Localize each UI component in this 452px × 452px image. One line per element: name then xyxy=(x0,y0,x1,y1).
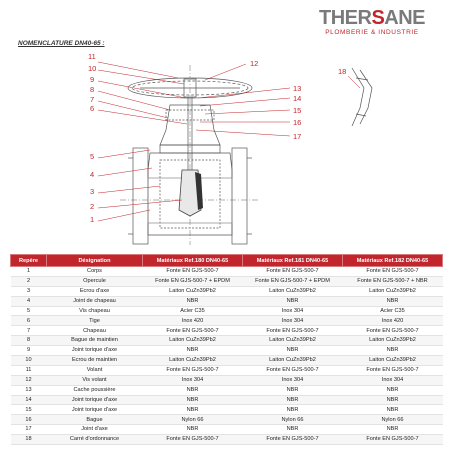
table-cell: NBR xyxy=(243,425,343,435)
table-cell: Fonte EN GJS-500-7 xyxy=(143,326,243,336)
table-cell: NBR xyxy=(343,296,443,306)
table-row xyxy=(11,435,443,445)
table-row xyxy=(11,316,443,326)
callout-18: 18 xyxy=(338,67,347,76)
table-cell: 8 xyxy=(11,336,47,346)
table-cell: 18 xyxy=(11,435,47,445)
table-cell: Laiton CuZn39Pb2 xyxy=(143,356,243,366)
table-row xyxy=(11,375,443,385)
table-cell: NBR xyxy=(143,385,243,395)
table-cell: NBR xyxy=(243,405,343,415)
table-cell: Corps xyxy=(47,267,143,277)
table-cell: NBR xyxy=(143,346,243,356)
table-cell: NBR xyxy=(243,385,343,395)
table-row xyxy=(11,276,443,286)
table-cell: 3 xyxy=(11,286,47,296)
callout-11: 11 xyxy=(88,52,96,61)
brand-wordmark: THERSANE xyxy=(318,7,426,29)
table-cell: Laiton CuZn39Pb2 xyxy=(343,336,443,346)
table-cell: NBR xyxy=(143,395,243,405)
table-cell: Fonte EN GJS-500-7 xyxy=(143,435,243,445)
callout-12: 12 xyxy=(250,59,259,68)
table-cell: Fonte EN GJS-500-7 + EPDM xyxy=(143,276,243,286)
table-cell: Nylon 66 xyxy=(243,415,343,425)
column-header: Matériaux Ref.180 DN40-65 xyxy=(143,255,243,267)
callout-16: 16 xyxy=(293,118,302,127)
table-cell: Fonte EN GJS-500-7 xyxy=(343,435,443,445)
table-cell: Joint d'axe xyxy=(47,425,143,435)
callout-5: 5 xyxy=(90,152,95,161)
table-cell: Bague de maintien xyxy=(47,336,143,346)
callout-1: 1 xyxy=(90,215,95,224)
table-header-row xyxy=(11,255,443,267)
table-cell: Joint torique d'axe xyxy=(47,346,143,356)
callout-7: 7 xyxy=(90,95,95,104)
table-cell: Fonte EN GJS-500-7 + EPDM xyxy=(243,276,343,286)
table-cell: Vis chapeau xyxy=(47,306,143,316)
table-cell: Laiton CuZn39Pb2 xyxy=(143,336,243,346)
table-cell: Bague xyxy=(47,415,143,425)
table-cell: Fonte EN GJS-500-7 xyxy=(343,326,443,336)
table-cell: 7 xyxy=(11,326,47,336)
table-cell: Joint torique d'axe xyxy=(47,405,143,415)
table-cell: Laiton CuZn39Pb2 xyxy=(343,286,443,296)
table-row xyxy=(11,385,443,395)
table-row xyxy=(11,425,443,435)
callout-6: 6 xyxy=(90,104,95,113)
section-title: NOMENCLATURE DN40-65 : xyxy=(18,40,105,47)
table-cell: Inox 420 xyxy=(343,316,443,326)
table-cell: NBR xyxy=(143,425,243,435)
table-cell: Carré d'ordonnance xyxy=(47,435,143,445)
table-cell: Fonte EN GJS-500-7 xyxy=(243,365,343,375)
column-header: Désignation xyxy=(47,255,143,267)
table-cell: Joint de chapeau xyxy=(47,296,143,306)
table-cell: NBR xyxy=(343,425,443,435)
table-cell: Laiton CuZn39Pb2 xyxy=(343,356,443,366)
table-cell: NBR xyxy=(143,296,243,306)
table-cell: NBR xyxy=(343,346,443,356)
table-cell: Fonte EN GJS-500-7 xyxy=(243,435,343,445)
table-row xyxy=(11,306,443,316)
table-cell: Laiton CuZn39Pb2 xyxy=(243,286,343,296)
column-header: Matériaux Ref.181 DN40-65 xyxy=(243,255,343,267)
nomenclature-table xyxy=(10,254,443,445)
callout-8: 8 xyxy=(90,85,95,94)
table-cell: 1 xyxy=(11,267,47,277)
brand-logo xyxy=(312,8,432,36)
table-cell: 10 xyxy=(11,356,47,366)
table-body xyxy=(11,267,443,445)
callout-17: 17 xyxy=(293,132,302,141)
table-cell: Fonte EN GJS-500-7 + NBR xyxy=(343,276,443,286)
table-cell: Fonte EN GJS-500-7 xyxy=(343,267,443,277)
table-cell: NBR xyxy=(243,296,343,306)
brand-tagline: PLOMBERIE & INDUSTRIE xyxy=(325,29,419,36)
table-cell: Vis volant xyxy=(47,375,143,385)
table-cell: NBR xyxy=(343,395,443,405)
table-cell: NBR xyxy=(343,385,443,395)
table-cell: 6 xyxy=(11,316,47,326)
table-row xyxy=(11,326,443,336)
table-cell: Tige xyxy=(47,316,143,326)
callout-9: 9 xyxy=(90,75,95,84)
table-cell: Inox 304 xyxy=(243,375,343,385)
table-row xyxy=(11,415,443,425)
table-cell: 2 xyxy=(11,276,47,286)
table-cell: Inox 304 xyxy=(243,306,343,316)
table-row xyxy=(11,296,443,306)
table-row xyxy=(11,395,443,405)
table-cell: 4 xyxy=(11,296,47,306)
table-cell: 11 xyxy=(11,365,47,375)
table-cell: Fonte EN GJS-500-7 xyxy=(143,267,243,277)
table-cell: Ecrou de maintien xyxy=(47,356,143,366)
table-cell: Inox 304 xyxy=(243,316,343,326)
table-cell: 16 xyxy=(11,415,47,425)
square-cap-detail-drawing xyxy=(330,58,410,138)
table-cell: Acier C35 xyxy=(343,306,443,316)
table-cell: Fonte EN GJS-500-7 xyxy=(243,267,343,277)
table-row xyxy=(11,356,443,366)
table-cell: NBR xyxy=(243,346,343,356)
table-cell: 15 xyxy=(11,405,47,415)
table-cell: Fonte EN GJS-500-7 xyxy=(143,365,243,375)
table-cell: Chapeau xyxy=(47,326,143,336)
callout-4: 4 xyxy=(90,170,95,179)
table-cell: Fonte EN GJS-500-7 xyxy=(343,365,443,375)
table-cell: Inox 420 xyxy=(143,316,243,326)
table-row xyxy=(11,336,443,346)
table-cell: 17 xyxy=(11,425,47,435)
table-cell: Nylon 66 xyxy=(343,415,443,425)
table-cell: Cache poussière xyxy=(47,385,143,395)
table-cell: NBR xyxy=(143,405,243,415)
valve-cross-section-drawing xyxy=(0,50,330,250)
table-cell: NBR xyxy=(243,395,343,405)
callout-3: 3 xyxy=(90,187,95,196)
table-cell: Ecrou d'axe xyxy=(47,286,143,296)
table-cell: NBR xyxy=(343,405,443,415)
callout-15: 15 xyxy=(293,106,302,115)
table-cell: Joint torique d'axe xyxy=(47,395,143,405)
table-cell: Inox 304 xyxy=(143,375,243,385)
table-cell: Acier C35 xyxy=(143,306,243,316)
table-cell: Nylon 66 xyxy=(143,415,243,425)
table-row xyxy=(11,346,443,356)
table-row xyxy=(11,267,443,277)
callout-14: 14 xyxy=(293,94,302,103)
table-row xyxy=(11,365,443,375)
table-row xyxy=(11,286,443,296)
callout-2: 2 xyxy=(90,202,95,211)
table-cell: Laiton CuZn39Pb2 xyxy=(243,356,343,366)
table-cell: 14 xyxy=(11,395,47,405)
callout-13: 13 xyxy=(293,84,302,93)
column-header: Repère xyxy=(11,255,47,267)
table-row xyxy=(11,405,443,415)
table-cell: Fonte EN GJS-500-7 xyxy=(243,326,343,336)
table-cell: 5 xyxy=(11,306,47,316)
table-cell: Volant xyxy=(47,365,143,375)
table-cell: Laiton CuZn39Pb2 xyxy=(243,336,343,346)
table-cell: 9 xyxy=(11,346,47,356)
column-header: Matériaux Ref.182 DN40-65 xyxy=(343,255,443,267)
table-cell: 13 xyxy=(11,385,47,395)
callout-10: 10 xyxy=(88,64,97,73)
table-cell: Laiton CuZn39Pb2 xyxy=(143,286,243,296)
table-cell: Opercule xyxy=(47,276,143,286)
table-cell: Inox 304 xyxy=(343,375,443,385)
table-cell: 12 xyxy=(11,375,47,385)
